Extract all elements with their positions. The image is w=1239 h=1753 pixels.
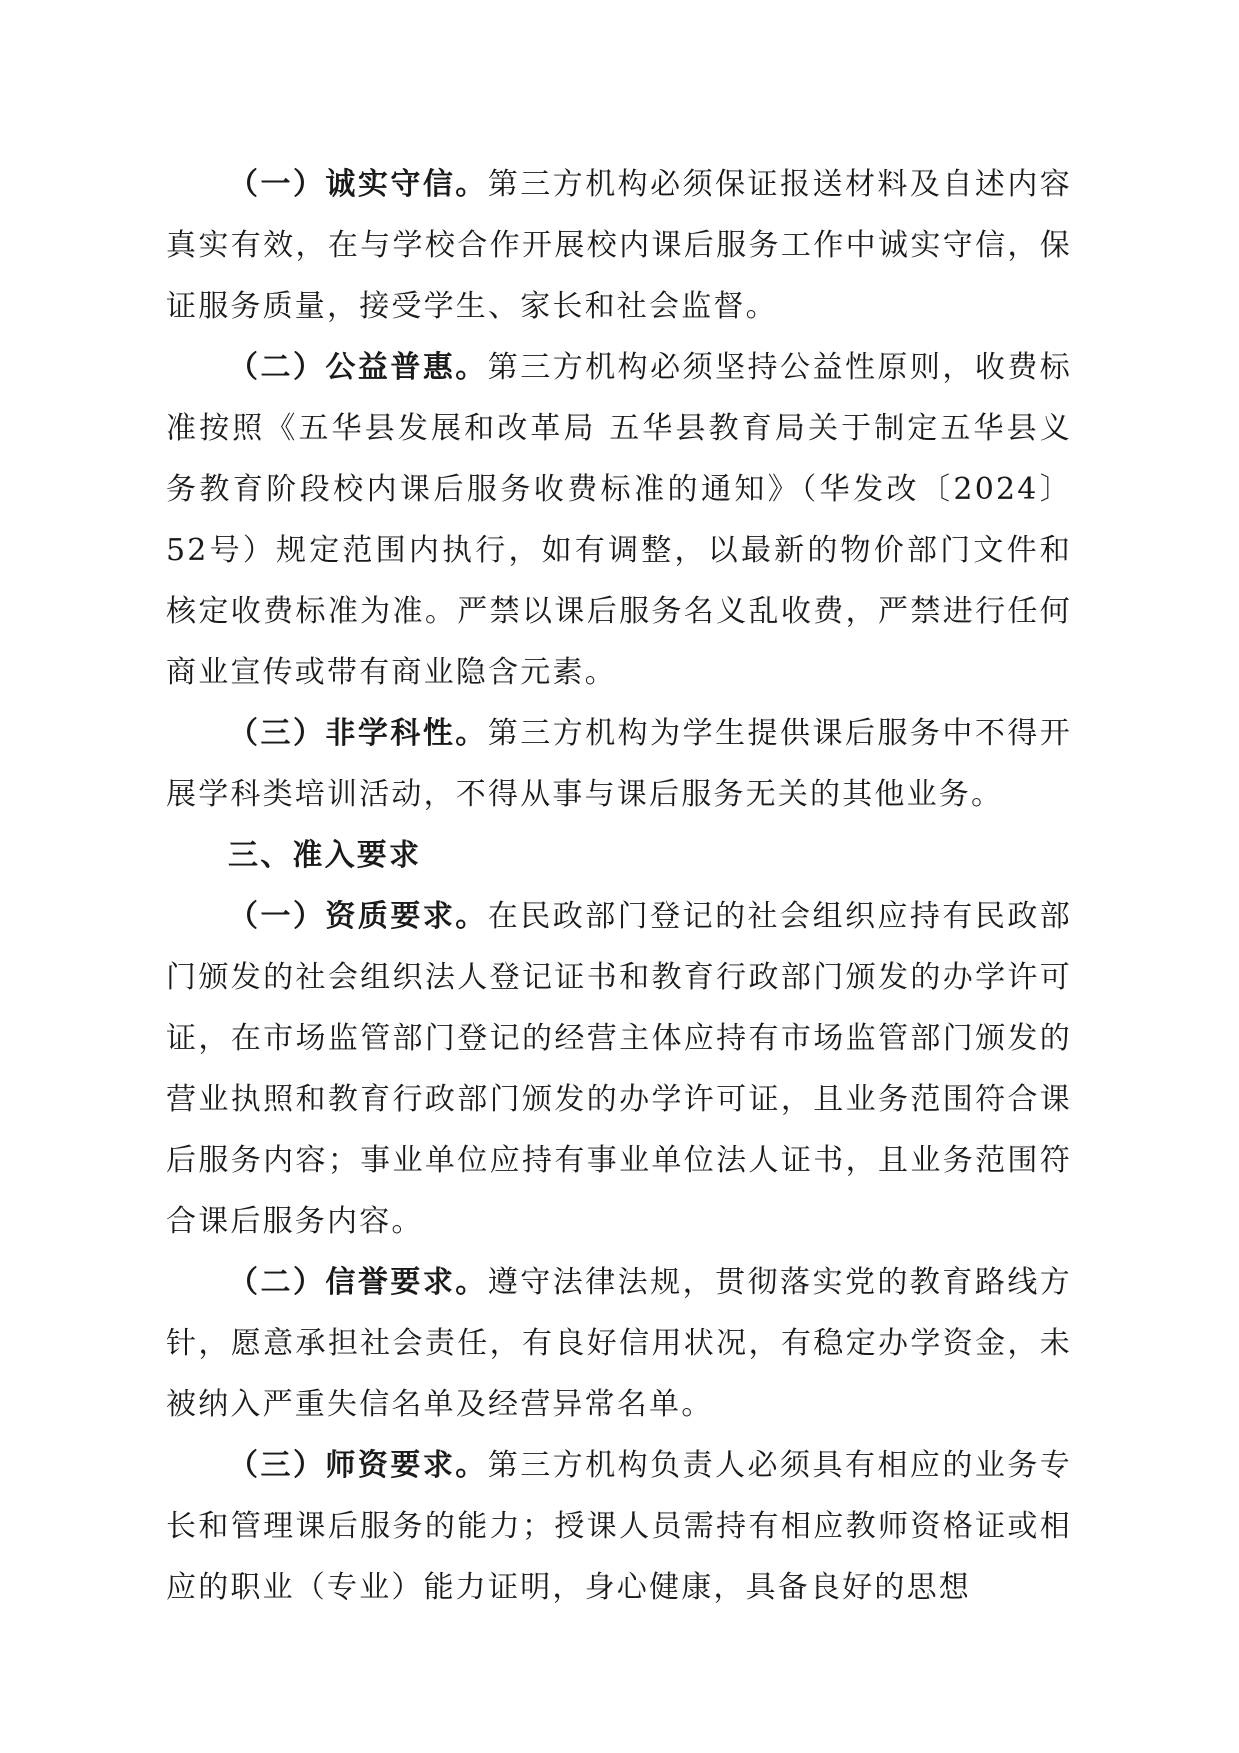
- paragraph-lead: （一）资质要求。: [228, 899, 488, 934]
- principle-paragraph-1: [166, 154, 1072, 337]
- paragraph-text: 遵守法律法规，贯彻落实党的教育路线方针，愿意承担社会责任，有良好信用状况，有稳定办学资金，未被纳入严重失信名单及经营异常名单。: [166, 1265, 1072, 1422]
- paragraph-text: 在民政部门登记的社会组织应持有民政部门颁发的社会组织法人登记证书和教育行政部门颁发的办学许可证，在市场监管部门登记的经营主体应持有市场监管部门颁发的营业执照和教育行政部门颁发的办学许可证，且业务范围符合课后服务内容；事业单位应持有事业单位法人证书，且业务范围符合课后服务内容。: [166, 899, 1072, 1239]
- document-body: [166, 154, 1072, 1618]
- principle-paragraph-2: [166, 337, 1072, 703]
- paragraph-lead: （一）诚实守信。: [228, 167, 488, 202]
- paragraph-lead: （三）非学科性。: [228, 716, 488, 751]
- paragraph-text: 第三方机构为学生提供课后服务中不得开展学科类培训活动，不得从事与课后服务无关的其他业务。: [166, 716, 1072, 812]
- requirement-paragraph-3: [166, 1435, 1072, 1618]
- paragraph-lead: （二）公益普惠。: [228, 350, 488, 385]
- paragraph-text: 第三方机构必须保证报送材料及自述内容真实有效，在与学校合作开展校内课后服务工作中诚实守信，保证服务质量，接受学生、家长和社会监督。: [166, 167, 1072, 324]
- requirement-paragraph-1: [166, 886, 1072, 1252]
- paragraph-lead: （三）师资要求。: [228, 1448, 488, 1483]
- paragraph-text: 第三方机构负责人必须具有相应的业务专长和管理课后服务的能力；授课人员需持有相应教师资格证或相应的职业（专业）能力证明，身心健康，具备良好的思想: [166, 1448, 1072, 1605]
- paragraph-lead: （二）信誉要求。: [228, 1265, 488, 1300]
- requirement-paragraph-2: [166, 1252, 1072, 1435]
- paragraph-text: 第三方机构必须坚持公益性原则，收费标准按照《五华县发展和改革局 五华县教育局关于制定五华县义务教育阶段校内课后服务收费标准的通知》（华发改〔2024〕52号）规定范围内执行，如有调整，以最新的物价部门文件和核定收费标准为准。严禁以课后服务名义乱收费，严禁进行任何商业宣传或带有商业隐含元素。: [166, 350, 1072, 690]
- section-heading: 三、准入要求: [228, 838, 422, 873]
- principle-paragraph-3: [166, 703, 1072, 825]
